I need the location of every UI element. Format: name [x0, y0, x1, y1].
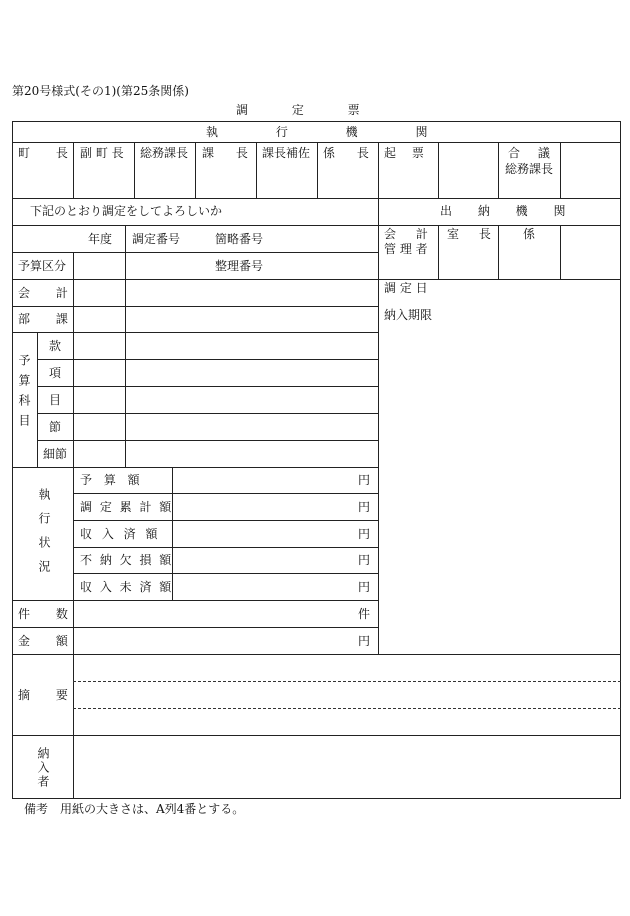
status-budget-unit: 円	[358, 473, 371, 487]
moku-label: 目	[49, 393, 62, 407]
assessment-date-label: 調 定 日	[384, 281, 428, 295]
request-text: 下記のとおり調定をしてよろしいか	[30, 204, 223, 218]
payment-deadline-label: 納入期限	[384, 308, 433, 322]
setsu-label: 節	[49, 420, 62, 434]
treasury-org-label: 出 納 機 関	[440, 204, 566, 218]
count-unit: 件	[358, 607, 371, 621]
rule	[498, 142, 499, 198]
rule	[12, 735, 621, 736]
rule	[560, 142, 561, 198]
approver-general-affairs-director: 総務課長	[140, 146, 189, 160]
rule	[73, 520, 378, 521]
fiscal-year-label: 年度	[88, 232, 113, 246]
rule	[73, 332, 74, 467]
rule	[560, 225, 561, 279]
rule	[73, 467, 74, 654]
rule	[12, 627, 378, 628]
amount-unit: 円	[358, 634, 371, 648]
rule	[256, 142, 257, 198]
executing-org-label: 執 行 機 関	[206, 125, 428, 139]
approver-assistant-chief: 課長補佐	[262, 146, 311, 160]
kou-label: 項	[49, 366, 62, 380]
amount-label: 金 額	[18, 634, 68, 648]
execution-status-label: 執行状況	[37, 488, 51, 584]
rule	[73, 573, 378, 574]
budget-subject-label: 予算科目	[17, 354, 31, 434]
page-title: 調 定 票	[236, 103, 360, 117]
form-id: 第20号様式(その1)(第25条関係)	[12, 84, 189, 98]
kan-label: 款	[49, 339, 62, 353]
rule	[12, 279, 621, 280]
rule	[12, 225, 621, 226]
rule	[73, 279, 74, 332]
rule	[378, 142, 379, 198]
rule	[195, 142, 196, 198]
status-received-label: 収 入 済 額	[80, 527, 158, 541]
saisetsu-label: 細節	[43, 447, 68, 461]
rule	[12, 306, 378, 307]
rule	[37, 386, 378, 387]
dashed-rule	[73, 708, 621, 709]
assessment-number-label: 調定番号	[132, 232, 181, 246]
count-label: 件 数	[18, 607, 68, 621]
status-budget-label: 予 算 額	[80, 473, 140, 487]
rule	[73, 252, 74, 279]
dashed-rule	[73, 681, 621, 682]
rule	[438, 225, 439, 279]
rule	[378, 198, 379, 225]
approver-mayor: 町 長	[18, 146, 68, 160]
rule	[12, 252, 378, 253]
rule	[73, 547, 378, 548]
treasury-staff-label: 係	[523, 227, 536, 241]
rule	[37, 413, 378, 414]
accounting-manager-label-2: 管 理 者	[384, 242, 428, 256]
rule	[12, 467, 378, 468]
rule	[125, 225, 126, 467]
approver-deputy-mayor: 副 町 長	[80, 146, 124, 160]
approver-consultation-director: 総務課長	[505, 162, 554, 176]
rule	[37, 359, 378, 360]
accounting-manager-label: 会 計	[384, 227, 428, 241]
status-cumulative-unit: 円	[358, 500, 371, 514]
rule	[73, 493, 378, 494]
rule	[12, 600, 378, 601]
rule	[12, 198, 621, 199]
brief-number-label: 箇略番号	[215, 232, 264, 246]
rule	[12, 654, 621, 655]
approver-consultation: 合 議	[508, 146, 550, 160]
summary-label: 摘 要	[18, 688, 68, 702]
budget-category-label: 予算区分	[18, 259, 67, 273]
rule	[73, 142, 74, 198]
office-chief-label: 室 長	[447, 227, 491, 241]
status-unreceived-label: 収 入 未 済 額	[80, 580, 172, 594]
rule	[498, 225, 499, 279]
approver-section-chief: 課 長	[202, 146, 248, 160]
rule	[37, 332, 38, 467]
rule	[134, 142, 135, 198]
reference-number-label: 整理番号	[215, 259, 264, 273]
rule	[12, 332, 378, 333]
account-label: 会 計	[18, 286, 68, 300]
status-cumulative-label: 調 定 累 計 額	[80, 500, 172, 514]
payer-label: 納入者	[36, 747, 50, 789]
department-label: 部 課	[18, 312, 68, 326]
approver-staff-chief: 係 長	[323, 146, 369, 160]
status-unreceived-unit: 円	[358, 580, 371, 594]
rule	[37, 440, 378, 441]
rule	[317, 142, 318, 198]
status-writeoff-label: 不 納 欠 損 額	[80, 553, 172, 567]
rule	[438, 142, 439, 198]
status-writeoff-unit: 円	[358, 553, 371, 567]
rule	[73, 654, 74, 799]
form-frame	[12, 121, 621, 799]
rule	[172, 467, 173, 600]
approver-drafter: 起 票	[384, 146, 424, 160]
footnote: 備考 用紙の大きさは、A列4番とする。	[24, 802, 245, 816]
status-received-unit: 円	[358, 527, 371, 541]
rule	[378, 225, 379, 654]
